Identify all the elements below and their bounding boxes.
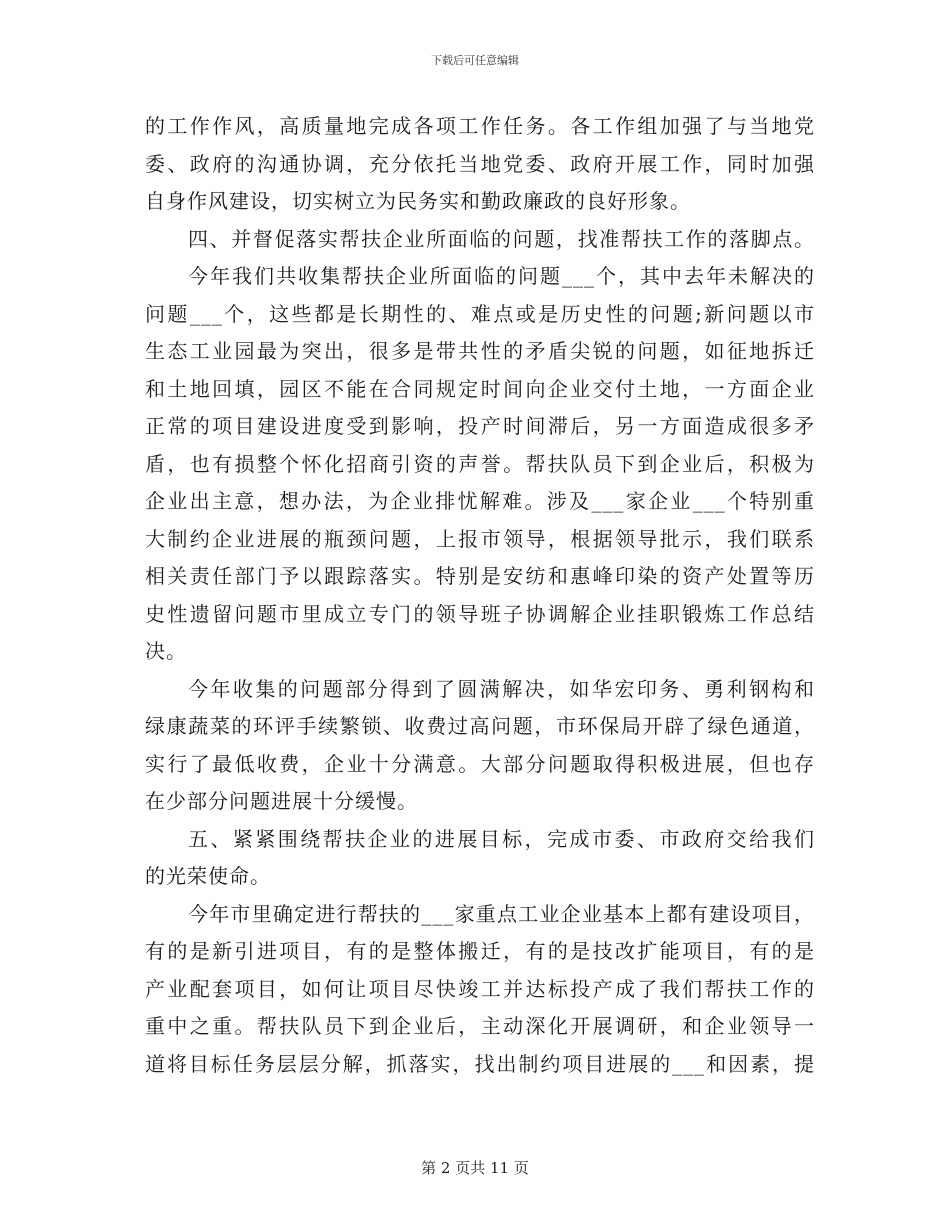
text-line: 自身作风建设，切实树立为民务实和勤政廉政的良好形象。 xyxy=(145,189,691,213)
text-line: 有的是新引进项目，有的是整体搬迁，有的是技改扩能项目，有的是 xyxy=(145,939,815,963)
text-line: 决。 xyxy=(145,639,187,663)
text-line: 企业出主意，想办法，为企业排忧解难。涉及___家企业___个特别重 xyxy=(145,489,815,513)
section-heading: 五、紧紧围绕帮扶企业的进展目标，完成市委、市政府交给我们 xyxy=(188,827,815,851)
text-line: 史性遗留问题市里成立专门的领导班子协调解企业挂职锻炼工作总结 xyxy=(145,602,815,626)
text-line: 和土地回填，园区不能在合同规定时间向企业交付土地，一方面企业 xyxy=(145,377,815,401)
text-line: 今年收集的问题部分得到了圆满解决，如华宏印务、勇利钢构和 xyxy=(188,677,815,701)
page-footer: 第 2 页共 11 页 xyxy=(421,1159,529,1177)
section-heading: 四、并督促落实帮扶企业所面临的问题，找准帮扶工作的落脚点。 xyxy=(188,227,815,251)
text-line: 绿康蔬菜的环评手续繁锁、收费过高问题，市环保局开辟了绿色通道， xyxy=(145,714,815,738)
text-line: 问题___个，这些都是长期性的、难点或是历史性的问题;新问题以市 xyxy=(145,302,815,326)
text-line: 重中之重。帮扶队员下到企业后，主动深化开展调研，和企业领导一 xyxy=(145,1014,815,1038)
text-line: 大制约企业进展的瓶颈问题，上报市领导，根据领导批示，我们联系 xyxy=(145,527,815,551)
text-line: 实行了最低收费，企业十分满意。大部分问题取得积极进展，但也存 xyxy=(145,752,815,776)
text-line: 今年市里确定进行帮扶的___家重点工业企业基本上都有建设项目， xyxy=(188,902,815,926)
text-line: 委、政府的沟通协调，充分依托当地党委、政府开展工作，同时加强 xyxy=(145,152,815,176)
text-line: 相关责任部门予以跟踪落实。特别是安纺和惠峰印染的资产处置等历 xyxy=(145,564,815,588)
text-line: 产业配套项目，如何让项目尽快竣工并达标投产成了我们帮扶工作的 xyxy=(145,977,815,1001)
text-line: 生态工业园最为突出，很多是带共性的矛盾尖锐的问题，如征地拆迁 xyxy=(145,339,815,363)
text-line: 正常的项目建设进度受到影响，投产时间滞后，另一方面造成很多矛 xyxy=(145,414,815,438)
text-line: 的光荣使命。 xyxy=(145,864,271,888)
page-header: 下载后可任意编辑 xyxy=(431,54,519,67)
text-line: 盾，也有损整个怀化招商引资的声誉。帮扶队员下到企业后，积极为 xyxy=(145,452,815,476)
text-line: 的工作作风，高质量地完成各项工作任务。各工作组加强了与当地党 xyxy=(145,114,815,138)
text-line: 在少部分问题进展十分缓慢。 xyxy=(145,789,418,813)
text-line: 今年我们共收集帮扶企业所面临的问题___个，其中去年未解决的 xyxy=(188,264,815,288)
text-line: 道将目标任务层层分解，抓落实，找出制约项目进展的___和因素，提 xyxy=(145,1052,815,1076)
